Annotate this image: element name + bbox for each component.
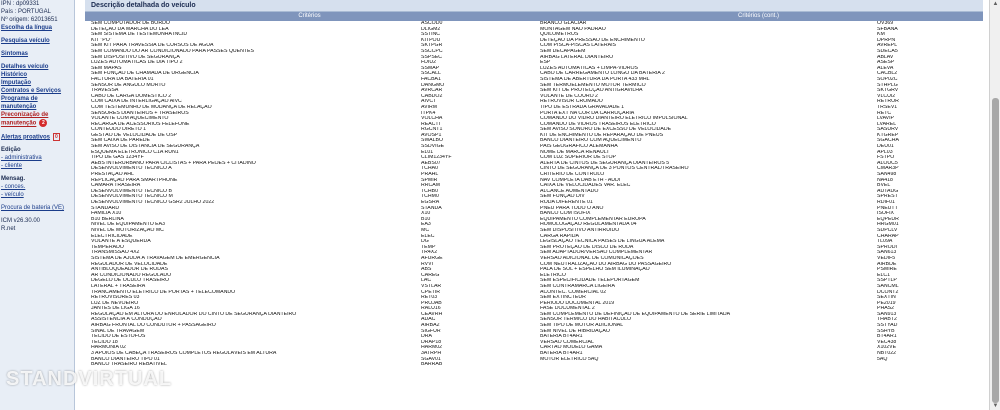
edition-client-link[interactable]: - cliente bbox=[1, 163, 23, 170]
criterion-code-cont: KTGREP bbox=[877, 132, 899, 138]
criterion-code-cont: SSTYAD bbox=[877, 323, 898, 329]
criterion-desc-cont: SEM COMPLEMENTO DE DEFINIÇÃO DE EQUIPAMENTO DE SÉRIE LIMITADA bbox=[540, 311, 731, 317]
criterion-desc: COM TESTEMUNHO DE MUDANÇA DE RELAÇÃO bbox=[91, 104, 212, 110]
criterion-desc-cont: CARTÃO MODELO GAMA bbox=[540, 345, 603, 351]
criterion-desc-cont: ESP bbox=[540, 60, 551, 66]
battery-search-link[interactable]: Procura de bateria (VE) bbox=[1, 205, 65, 212]
vehicle-details-link[interactable]: Detalhes veículo bbox=[1, 64, 49, 70]
maintenance-pricing-link[interactable] bbox=[0, 111, 74, 128]
messages-label: Mensag. bbox=[1, 176, 26, 183]
criterion-desc: STANDARD bbox=[91, 205, 120, 211]
criterion-code: ABS bbox=[421, 267, 432, 273]
criterion-desc-cont: SEM FUNÇÃO DIV bbox=[540, 194, 585, 200]
criterion-desc: GESTÃO DE VELOCIDADE DE OSP bbox=[91, 132, 178, 138]
criterion-desc: TRAVESSA bbox=[91, 88, 119, 94]
criterion-code-cont: KM bbox=[877, 32, 885, 38]
criterion-code: EL01 bbox=[421, 149, 434, 155]
criterion-code-cont: 5AQ bbox=[877, 356, 888, 362]
origin-label: Nº origem: 62013651 bbox=[1, 17, 58, 23]
criterion-code-cont: RETC bbox=[877, 110, 892, 116]
criterion-code: SSTINC bbox=[421, 32, 441, 38]
criterion-code: AVIRM bbox=[421, 104, 438, 110]
criterion-desc-cont: CABO DE CARREGAMENTO LONGO DA BATERIA 2 bbox=[540, 71, 665, 77]
criterion-desc: FAMÍLIA X10 bbox=[91, 211, 122, 217]
criterion-code-cont bbox=[877, 362, 977, 368]
criterion-code-cont: ELC1 bbox=[877, 272, 890, 278]
criterion-code: SSDVIGE bbox=[421, 144, 445, 150]
criterion-code-cont: THABT2 bbox=[877, 317, 897, 323]
criterion-code-cont: ALEVA bbox=[877, 65, 894, 71]
criterion-desc-cont bbox=[534, 362, 877, 368]
criterion-desc: CONTEÚDO DIRETO 1 bbox=[91, 127, 146, 133]
criterion-code: CEAVRH bbox=[421, 311, 443, 317]
main-panel bbox=[85, 0, 983, 410]
criterion-desc: COM CAIXA DE INTERLIGAÇÃO AIVC bbox=[91, 99, 182, 105]
criterion-code-cont: SFBANA bbox=[877, 26, 898, 32]
criterion-code-cont: SPRODI bbox=[877, 244, 897, 250]
criterion-code: SGAV01 bbox=[421, 356, 441, 362]
scroll-thumb[interactable] bbox=[992, 98, 999, 403]
criterion-desc-cont: SEM NÍVEL DE HIBRIDAÇÃO bbox=[540, 328, 610, 334]
criterion-code: FDIU2 bbox=[421, 60, 436, 66]
criterion-code: ASCOD0 bbox=[421, 21, 443, 26]
criterion-code-cont: SDECA5 bbox=[877, 48, 898, 54]
criterion-desc: TRANSMISSÃO 4X2 bbox=[91, 250, 140, 256]
criterion-desc: ANTIBLOQUEADOR DE RODAS bbox=[91, 267, 168, 273]
criterion-code: RVVI bbox=[421, 261, 434, 267]
criterion-code: RRCAM bbox=[421, 183, 441, 189]
criterion-code: SSPSEC bbox=[421, 54, 443, 60]
criterion-code-cont: CMAR3P bbox=[877, 166, 899, 172]
scroll-down-icon[interactable]: ▼ bbox=[992, 403, 999, 409]
criterion-desc: VOLANTE COM AQUECIMENTO bbox=[91, 116, 169, 122]
criterion-code-cont: SSHYB bbox=[877, 328, 895, 334]
criterion-code: RGCNT1 bbox=[421, 127, 443, 133]
criterion-desc-cont: FASE DOCUMENTAL 2 bbox=[540, 306, 595, 312]
criterion-desc: SENSORES DIANTEIROS + TRASEIROS bbox=[91, 110, 189, 116]
criterion-desc-cont: HOMOLOGAÇÃO REGULAMENTADA 04 bbox=[540, 222, 637, 228]
table-row bbox=[85, 362, 983, 368]
criterion-desc: RETROVISORES 03 bbox=[91, 295, 140, 301]
criterion-code-cont: SDPCLV bbox=[877, 227, 898, 233]
criterion-code: TCHB0 bbox=[421, 188, 439, 194]
edition-label: Edição bbox=[1, 147, 21, 154]
criterion-code: SSCCPC bbox=[421, 48, 443, 54]
criterion-code: B10 bbox=[421, 216, 431, 222]
column-headers bbox=[85, 12, 983, 21]
criterion-desc: SEM MAPAS bbox=[91, 65, 122, 71]
criterion-code-cont: ALOUC5 bbox=[877, 160, 898, 166]
maintenance-pricing-badge: 2 bbox=[39, 119, 47, 127]
version-label: ICM v26.30.00 bbox=[1, 218, 41, 225]
criterion-code: MC bbox=[421, 227, 430, 233]
criterion-code-cont: DEU01 bbox=[877, 144, 894, 150]
criterion-desc: NÍVEL DE EQUIPAMENTO EA3 bbox=[91, 222, 165, 228]
criterion-desc: ESQUEMA ELETRÓNICO C1A RUN1 bbox=[91, 149, 179, 155]
criterion-desc-cont: BRANCO GLACIAR bbox=[540, 21, 587, 26]
criterion-desc-cont: ACONTEC. COMERCIAL 02 bbox=[540, 289, 607, 295]
criterion-code-cont: AVREPL bbox=[877, 43, 898, 49]
criterion-code-cont: PNEUTT bbox=[877, 205, 898, 211]
criterion-desc: RECARGA DE ACESSÓRIOS FELEFONE bbox=[91, 121, 190, 127]
criterion-code: DANGMO bbox=[421, 82, 445, 88]
criterion-desc-cont: SEM EXTINCTEUR bbox=[540, 295, 586, 301]
criterion-desc: SEM AVISO DE DISTÂNCIA DE SEGURANÇA bbox=[91, 144, 200, 150]
criterion-desc: BANCO TRASEIRO REBATÍVEL bbox=[91, 362, 167, 368]
criterion-desc-cont: RODA DIFERENTE 01 bbox=[540, 200, 593, 205]
criterion-desc: ELECTRICIDADE bbox=[91, 233, 133, 239]
criterion-desc: REGULAÇÃO EM ALTURA DO ENROLADOR DO CINTO DE SEGURANÇA DIANTEIRO bbox=[91, 311, 297, 317]
criterion-desc-cont: SEM PROTEÇÃO DE DISCO DE RODA bbox=[540, 244, 634, 250]
criterion-code: TCHA0 bbox=[421, 166, 439, 172]
criterion-code-cont: AUTAUG bbox=[877, 188, 899, 194]
search-vehicle-link[interactable]: Pesquisa veículo bbox=[1, 38, 50, 44]
criterion-desc-cont: SEM DECAPAGEM bbox=[540, 48, 586, 54]
history-link[interactable]: Histórico bbox=[1, 72, 28, 78]
criterion-desc: HARMONIA 02 bbox=[91, 345, 126, 351]
criterion-desc-cont: PALA DE SOL + ESPELHO SEM ILUMINAÇÃO bbox=[540, 267, 650, 273]
criterion-desc-cont: CINTO DE SEGURANÇA DE 3 PONTOS CENTRAL/TRASEIRO bbox=[540, 166, 689, 172]
criterion-desc-cont: SEM ADAPTADOR/VERSÃO COMPLEMENTAR bbox=[540, 250, 653, 256]
criterion-code: LAC bbox=[421, 278, 432, 284]
criterion-code-cont: OV369 bbox=[877, 21, 894, 26]
criterion-code: VOLCHA bbox=[421, 116, 443, 122]
criterion-desc-cont: BATERIA BT4AR1 bbox=[540, 334, 583, 340]
criterion-code: ADAC bbox=[421, 317, 436, 323]
criterion-desc: ASSISTÊNCIA À CONDUÇÃO bbox=[91, 317, 162, 323]
criterion-code: FACBA1 bbox=[421, 76, 441, 82]
criterion-code-cont: LVAREL bbox=[877, 121, 897, 127]
criterion-code: X10 bbox=[421, 211, 431, 217]
criterion-desc-cont: SEM CONTRAMARCA LIGEIRA bbox=[540, 283, 615, 289]
criterion-code: DRA bbox=[421, 334, 432, 340]
criterion-desc-cont: SEM DISPOSITIVO ANTIRRUÍDO bbox=[540, 227, 620, 233]
criterion-code: SIGFUR bbox=[421, 328, 441, 334]
criterion-desc-cont: BANCO COM ISOFIX bbox=[540, 211, 591, 217]
criterion-code: AVOSP1 bbox=[421, 132, 442, 138]
criterion-code-cont: DCONT2 bbox=[877, 289, 899, 295]
proactive-alerts-link[interactable] bbox=[0, 133, 74, 142]
criterion-code-cont: EQPEUR bbox=[877, 216, 899, 222]
criteria-table bbox=[85, 21, 983, 368]
criterion-desc: SEM DISPOSITIVO DE SEGURANÇA bbox=[91, 54, 180, 60]
criterion-desc-cont: PERÍODO DOCUMENTAL 2019 bbox=[540, 300, 615, 306]
language-link[interactable]: Escolha da língua bbox=[1, 25, 53, 31]
criterion-code: AEBS07 bbox=[421, 160, 441, 166]
criterion-code: CLIM1234YF bbox=[421, 155, 452, 161]
criterion-code-cont: DPRPN bbox=[877, 37, 896, 43]
criterion-desc: FACTURA DA BATERIA 01 bbox=[91, 76, 154, 82]
criterion-desc: TRANCAMENTO ELÉTRICO DE PORTAS + TELECOMANDO bbox=[91, 289, 236, 295]
criterion-desc: SISTEMA DE AJUDA À TRAVAGEM DE EMERGÊNCIA bbox=[91, 255, 220, 261]
criterion-desc-cont: DETEÇÃO DA PRESSÃO DE ENCHIMENTO bbox=[540, 37, 645, 43]
criterion-code-cont: PHAS2 bbox=[877, 306, 895, 312]
criterion-code: VSTLAR bbox=[421, 283, 442, 289]
criterion-desc: LUZES AUTOMÁTICAS DE DIA TIPO 2 bbox=[91, 60, 183, 66]
criterion-desc-cont: PNEU PARA TODO O ANO bbox=[540, 205, 604, 211]
scroll-up-icon[interactable]: ▲ bbox=[992, 1, 999, 7]
col-header-criteria-cont: Critérios (cont.) bbox=[737, 13, 779, 19]
criterion-desc-cont: CRITÉRIO DE CONTROLO bbox=[540, 172, 605, 178]
criterion-desc-cont: CAIXA DE VELOCIDADES VAR. ELEC bbox=[540, 183, 631, 189]
net-label: R.net bbox=[1, 226, 16, 233]
criterion-code-cont: SAN913 bbox=[877, 311, 897, 317]
edition-admin-link[interactable]: - administrativa bbox=[1, 155, 42, 162]
col-header-criteria: Critérios bbox=[298, 13, 321, 19]
criterion-desc: DESENVOLVIMENTO TÉCNICO B bbox=[91, 188, 172, 194]
criterion-code-cont: AIRBDE bbox=[877, 261, 897, 267]
criterion-code: RET03 bbox=[421, 295, 438, 301]
criterion-code-cont: STHPLG bbox=[877, 82, 898, 88]
criterion-desc: AIRBAG FRONTAL DO CONDUTOR + PASSAGEIRO bbox=[91, 323, 216, 329]
criterion-code: HARM02 bbox=[421, 345, 443, 351]
criterion-code-cont: ISOFIX bbox=[877, 211, 895, 217]
vertical-scrollbar[interactable] bbox=[989, 0, 1000, 410]
criterion-desc: LUZ DE NEVOEIRO bbox=[91, 300, 139, 306]
criterion-code-cont: ASESP bbox=[877, 60, 895, 66]
criterion-desc: SEM SISTEMA DE TESTEMUNHA INCID bbox=[91, 32, 188, 38]
criterion-desc: PRESTAÇÃO AHL bbox=[91, 172, 134, 178]
criterion-code: DG bbox=[421, 239, 429, 245]
symptoms-link[interactable]: Sintomas bbox=[1, 51, 29, 57]
criterion-code: AIRBA2 bbox=[421, 323, 440, 329]
criterion-code-cont: SEXTIN bbox=[877, 295, 896, 301]
criterion-desc: SEM KIT PARA TRAVESSIA DE CURSOS DE ÁGUA bbox=[91, 43, 214, 49]
criterion-desc-cont: PAÍS GEOGRÁFICO ALEMANHA bbox=[540, 144, 618, 150]
contracts-link[interactable]: Contratos e Serviços bbox=[1, 88, 62, 94]
criterion-desc-cont: COMANDO DE VIDROS TRASEIROS ELÉTRICO bbox=[540, 121, 656, 127]
criterion-code: SWALBO bbox=[421, 138, 444, 144]
criterion-desc: 3 APOIOS DE CABEÇA TRASEIROS COMPLETOS REGULÁVEIS EM ALTURA bbox=[91, 351, 277, 357]
criterion-desc: DEGELO DE ÓCULO TRASEIRO bbox=[91, 278, 170, 284]
criterion-desc: LATERAL + TRASEIRA bbox=[91, 283, 146, 289]
criterion-code-cont: TRSEV1 bbox=[877, 104, 898, 110]
criterion-desc-cont: TIPO DE ESTRADA GRAVADADE 1 bbox=[540, 104, 624, 110]
criterion-code-cont: SKTGRV bbox=[877, 88, 899, 94]
criterion-desc: DESENVOLVIMENTO TÉCNICO A bbox=[91, 166, 172, 172]
criterion-desc: REPLICAÇÃO PARA SMARTPHONE bbox=[91, 177, 178, 183]
criterion-desc: SEM FUNÇÃO DE CHAMADA DE URGÊNCIA bbox=[91, 71, 199, 77]
criterion-code-cont: CHARAP bbox=[877, 233, 899, 239]
criterion-code-cont: TL09A bbox=[877, 239, 893, 245]
criterion-desc: VOLANTE À ESQUERDA bbox=[91, 239, 151, 245]
criterion-desc-cont: VOLANTE DE COURO 2 bbox=[540, 93, 598, 99]
criterion-code-cont: SASURV bbox=[877, 127, 899, 133]
criterion-code: CAREG bbox=[421, 272, 440, 278]
sidebar bbox=[0, 0, 75, 410]
criterion-desc: SEM COMPUTADOR DE BORDO bbox=[91, 21, 170, 26]
criterion-desc: SEM COMANDO DO AR CONDICIONADO PARA PASSES QUENTES bbox=[91, 48, 254, 54]
criterion-desc-cont: BANCO DIANTEIRO COM AQUECIMENTO bbox=[540, 138, 642, 144]
criterion-code: SKTPGR bbox=[421, 43, 443, 49]
maintenance-program-link[interactable]: Programa de manutenção bbox=[1, 96, 38, 110]
criterion-desc-cont: RETROVISOR CROMADO bbox=[540, 99, 603, 105]
criterion-code-cont: BVEL bbox=[877, 183, 891, 189]
criterion-code-cont: SAN498 bbox=[877, 172, 897, 178]
criterion-code-cont: VEC438 bbox=[877, 339, 897, 345]
criterion-desc: SINAL DE TRAVAGEM bbox=[91, 328, 145, 334]
criterion-desc-cont: MOTOR ELÉTRICO 5AQ bbox=[540, 356, 599, 362]
criterion-code: STANDA bbox=[421, 205, 442, 211]
criterion-code: AIVCT bbox=[421, 99, 437, 105]
criterion-code: KITPOU bbox=[421, 37, 441, 43]
criterion-code: RALU16 bbox=[421, 306, 441, 312]
criterion-code: REACTI bbox=[421, 121, 441, 127]
criterion-code: 3ATRPH bbox=[421, 351, 442, 357]
criterion-desc: TEMPERADO bbox=[91, 244, 124, 250]
criterion-desc-cont: KIT DE ENCHIMENTO DE REPARAÇÃO DE PNEUS bbox=[540, 132, 664, 138]
country-label: País : PORTUGAL bbox=[1, 9, 51, 15]
criterion-desc: CABO DE CARGA DOMÉSTICO 2 bbox=[91, 93, 172, 99]
criterion-desc-cont: COM LUZ SUPERIOR DE STOP bbox=[540, 155, 616, 161]
criterion-desc-cont: NOME DE MARCA RENAULT bbox=[540, 149, 610, 155]
criterion-desc-cont: ALERTA DE CINTOS DE SEGURANÇA DIANTEIROS 5 bbox=[540, 160, 670, 166]
criterion-desc-cont: AIRBAG LATERAL DIANTEIRO bbox=[540, 54, 614, 60]
criterion-desc: SENSOR DE ÂNGULO MORTO bbox=[91, 82, 166, 88]
criterion-desc-cont: QUILÓMETROS bbox=[540, 32, 579, 38]
criterion-code-cont: SOP02C bbox=[877, 76, 898, 82]
watermark-logo: STANDVIRTUAL bbox=[6, 368, 173, 390]
criterion-code-cont: NBT022 bbox=[877, 351, 897, 357]
criterion-desc: DESENVOLVIMENTO TÉCNICO GSR2 JULHO 2022 bbox=[91, 200, 215, 205]
criterion-desc: NÍVEL DE MOTORIZAÇÃO MC bbox=[91, 227, 164, 233]
criterion-code: EGSRA bbox=[421, 200, 440, 205]
criterion-code-cont: SANCML bbox=[877, 283, 899, 289]
criterion-desc: TECIDO DE ESTOFOS bbox=[91, 334, 146, 340]
criterion-code-cont: NA418 bbox=[877, 177, 893, 183]
criterion-desc-cont: VERSÃO ADICIONAL DE COMUNICAÇÕES bbox=[540, 255, 644, 261]
criterion-code: PRAHL bbox=[421, 172, 439, 178]
criterion-code: SSMAP bbox=[421, 65, 440, 71]
criterion-code-cont: SGACHA bbox=[877, 138, 899, 144]
criterion-code: TR4X2 bbox=[421, 250, 438, 256]
criterion-code-cont: VLCUI2 bbox=[877, 93, 896, 99]
criterion-code: SPMIR bbox=[421, 177, 438, 183]
criterion-desc: TECIDO 18 bbox=[91, 339, 118, 345]
criterion-desc-cont: COMANDO DO VIDRO DIANTEIRO ELÉTRICO IMPULSIONAL bbox=[540, 116, 688, 122]
criterion-desc-cont: BATERIA BT4AR1 bbox=[540, 351, 583, 357]
criterion-desc-cont: NAV COMPLETA DAB ETH - AUDI bbox=[540, 177, 621, 183]
messages-conces-link[interactable]: - conces. bbox=[1, 184, 26, 191]
criterion-desc-cont: SISTEMA DE ABERTURA DA PORTA 433 MHL bbox=[540, 76, 650, 82]
criterion-desc-cont: PORTA EXT NA COR DA CARROÇARIA bbox=[540, 110, 635, 116]
criterion-desc-cont: ELÉTRICO bbox=[540, 272, 566, 278]
criterion-code: TEMP bbox=[421, 244, 436, 250]
criterion-desc-cont: LEGISLAÇÃO TÉCNICA PAÍSES DE LÍNGUA ALEMÃ bbox=[540, 239, 665, 245]
criterion-desc: DESENVOLVIMENTO TÉCNICO M bbox=[91, 194, 173, 200]
criterion-desc: AEBS INTERURBANO PARA CICLISTAS + PARA PEÕES + CITADINO bbox=[91, 160, 256, 166]
criterion-code-cont: BT4AR1 bbox=[877, 334, 897, 340]
criterion-desc: DETEÇÃO DA MARCHA DO LEA bbox=[91, 26, 169, 32]
criterion-code-cont: HRGM01 bbox=[877, 222, 899, 228]
criterion-code-cont: PE2019 bbox=[877, 300, 896, 306]
criterion-desc-cont: COM NEUTRALIZAÇÃO DO AIRBAG DO PASSAGEIRO bbox=[540, 261, 672, 267]
messages-vehicle-link[interactable]: - veículo bbox=[1, 192, 24, 199]
criterion-code-cont: APL03 bbox=[877, 149, 893, 155]
criterion-desc: CÂMARA TRASEIRA bbox=[91, 183, 141, 189]
criterion-desc-cont: SEM TIPO DE MOTOR ADICIONAL bbox=[540, 323, 624, 329]
criterion-desc-cont: SEM AVISO SONORO DE EXCESSO DE VELOCIDADE bbox=[540, 127, 672, 133]
proactive-alerts-badge: 0 bbox=[55, 133, 58, 140]
criterion-code-cont: ABLAV bbox=[877, 54, 894, 60]
criterion-code: AVRCAR bbox=[421, 88, 443, 94]
criterion-desc: KIT "PO" bbox=[91, 37, 112, 43]
criterion-code: AFURGE bbox=[421, 255, 443, 261]
criterion-desc-cont: SEM ESPECIFICIDADE TELEPORTAGEM bbox=[540, 278, 640, 284]
criterion-desc-cont: EQUIPAMENTO COMPLEMENTAR EUROPA bbox=[540, 216, 646, 222]
criterion-desc: B10 BERLINA bbox=[91, 216, 124, 222]
criterion-desc-cont: MONTAGEM NÃO PADRÃO bbox=[540, 26, 606, 32]
criterion-desc: TIPO DE GAS 1234YF bbox=[91, 155, 144, 161]
criterion-code-cont: FSTPO bbox=[877, 155, 895, 161]
criterion-desc: AR CONDICIONADO REGULADO bbox=[91, 272, 172, 278]
criterion-code: PROJAB bbox=[421, 300, 442, 306]
criterion-code-cont: RDIF01 bbox=[877, 200, 895, 205]
criterion-code: TCHM0 bbox=[421, 194, 439, 200]
criterion-desc: JANTES DE LIGA 16 bbox=[91, 306, 140, 312]
criterion-code: ELEC bbox=[421, 233, 435, 239]
criterion-desc-cont: LUZES AUTOMÁTICAS + LIMPA-VIDROS bbox=[540, 65, 638, 71]
criterion-desc-cont: ALCANCE AUMENTADO bbox=[540, 188, 599, 194]
imputation-link[interactable]: Imputação bbox=[1, 80, 32, 86]
criterion-code: DRAP18 bbox=[421, 339, 442, 345]
criterion-code-cont: SPREST bbox=[877, 194, 898, 200]
ipn-label: IPN : dp09331 bbox=[1, 1, 40, 7]
criterion-desc-cont: SEM TERMOELEMENTO MOTOR TÉRMICO bbox=[540, 82, 646, 88]
criterion-code: ITPK4 bbox=[421, 110, 436, 116]
maintenance-pricing-label: Preconização de manutenção bbox=[1, 112, 49, 127]
criterion-desc-cont: COM PISCA-PISCAS LATERAIS bbox=[540, 43, 617, 49]
criterion-code-cont: SSPTLP bbox=[877, 278, 897, 284]
criterion-code-cont: VEDIF5 bbox=[877, 255, 896, 261]
criterion-code-cont: RETROR bbox=[877, 99, 899, 105]
criterion-code: EA3 bbox=[421, 222, 431, 228]
criterion-desc-cont: VERSÃO COMERCIAL bbox=[540, 339, 594, 345]
criterion-code: CPETIR bbox=[421, 289, 441, 295]
criterion-desc: BANCO DIANTEIRO TIPO 01 bbox=[91, 356, 160, 362]
criterion-code-cont: LVAVIP bbox=[877, 116, 895, 122]
proactive-alerts-label: Alertas proativos bbox=[1, 134, 51, 141]
criterion-desc-cont: SEM KIT DE PROTECÇÃO ANTIGRAVILHA bbox=[540, 88, 643, 94]
criterion-code-cont: CACBL2 bbox=[877, 71, 898, 77]
criterion-code: DLIGM2 bbox=[421, 26, 441, 32]
criterion-code-cont: SAN613 bbox=[877, 250, 897, 256]
criterion-code-cont: PSMIRE bbox=[877, 267, 897, 273]
criterion-desc: REGULADOR DE VELOCIDADE bbox=[91, 261, 168, 267]
criterion-desc-cont: CARGA RÁPIDA bbox=[540, 233, 579, 239]
criterion-desc-cont: SENSOR TÉRMICO DO HABITÁCULO bbox=[540, 317, 631, 323]
criterion-code-cont: X102VE bbox=[877, 345, 897, 351]
section-title: Descrição detalhada do veículo bbox=[85, 0, 983, 12]
criterion-code: BARRAB bbox=[421, 362, 443, 368]
criterion-desc: SEM CAIXA DE PAREDE bbox=[91, 138, 150, 144]
criterion-code: CABDO2 bbox=[421, 93, 443, 99]
criterion-code: SSCALL bbox=[421, 71, 441, 77]
